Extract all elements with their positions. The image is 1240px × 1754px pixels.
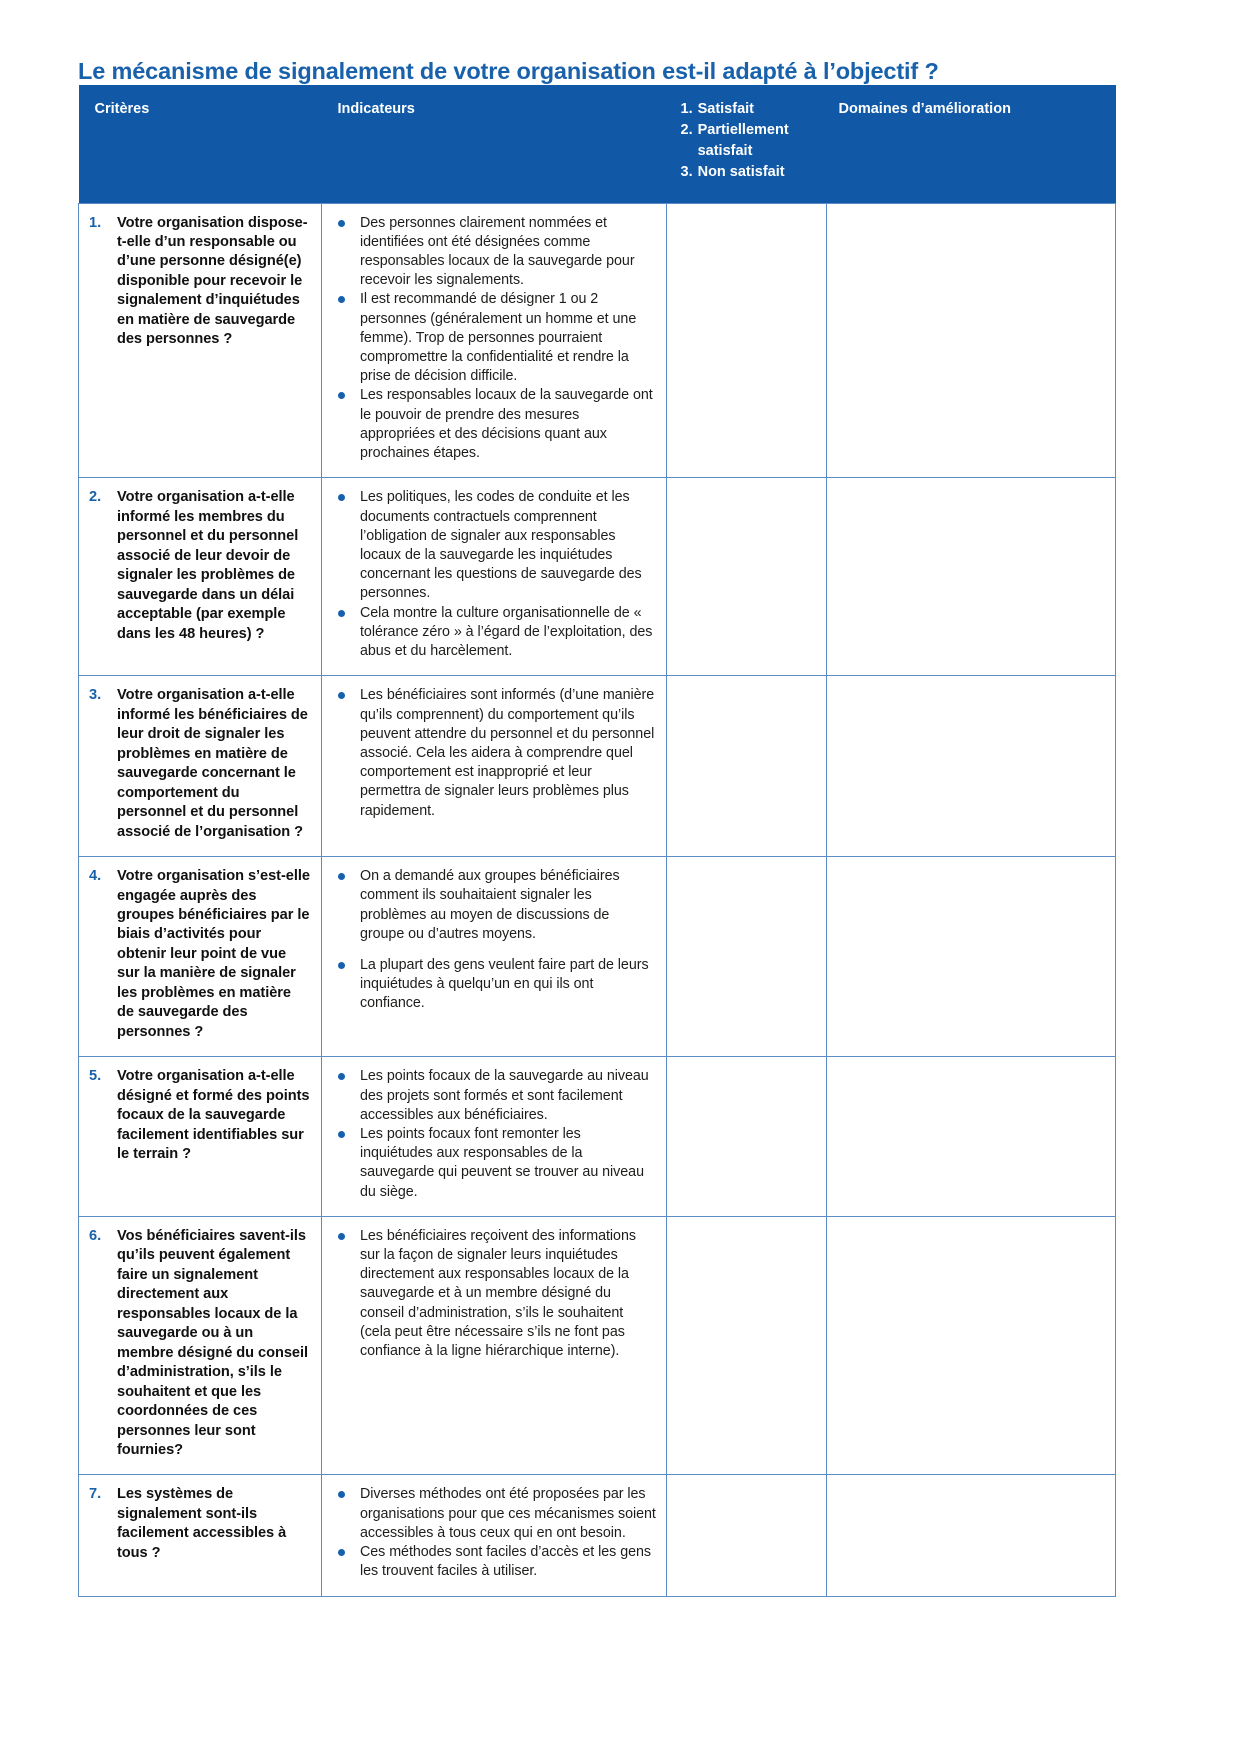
indicator-text: Diverses méthodes ont été proposées par les organisations pour que ces mécanismes soient accessibles à tous ceux qui en ont besoin.	[360, 1486, 656, 1541]
criteria-number: 2.	[89, 489, 102, 506]
criteria-text: Votre organisation a-t-elle informé les membres du personnel et du personnel associé de leur devoir de signaler les problèmes de sauvegarde dans un délai acceptable (par exemple dans les 48 heures) ?	[117, 489, 299, 642]
domains-cell[interactable]	[827, 676, 1116, 857]
table-row	[79, 1057, 1116, 1217]
bullet-icon	[338, 1491, 345, 1498]
indicator-text: La plupart des gens veulent faire part de leurs inquiétudes à quelqu’un en qui ils ont confiance.	[360, 956, 649, 1012]
indicator-list	[330, 488, 656, 661]
criteria-inner	[89, 1067, 311, 1164]
indicator-text: Les bénéficiaires sont informés (d’une manière qu’ils comprennent) du comportement qu’ils peuvent attendre du personnel et du personnel associé. Cela les aidera à comprendre quel comportement est inapproprié et leur permettra de signaler leurs problèmes plus rapidement.	[360, 687, 655, 819]
indicator-text: On a demandé aux groupes bénéficiaires comment ils souhaitaient signaler les problèmes au moyen de discussions de groupe ou d’autres moyens.	[360, 868, 620, 942]
table-body	[79, 203, 1116, 1596]
indicator-text: Cela montre la culture organisationnelle de « tolérance zéro » à l’égard de l’exploitation, des abus et du harcèlement.	[360, 604, 653, 660]
bullet-icon	[338, 1073, 345, 1080]
criteria-number: 3.	[89, 687, 102, 704]
rating-option-number: 2.	[680, 122, 693, 139]
indicator-text: Des personnes clairement nommées et identifiées ont été désignées comme responsables locaux de la sauvegarde pour recevoir les signalements.	[360, 214, 635, 289]
domains-cell[interactable]	[827, 478, 1116, 676]
domains-cell[interactable]	[827, 1057, 1116, 1217]
indicator-list	[330, 214, 656, 464]
domains-cell[interactable]	[827, 1216, 1116, 1475]
rating-option	[681, 162, 815, 183]
bullet-icon	[338, 220, 345, 227]
rating-option-label: Partiellement satisfait	[697, 122, 789, 160]
indicator-list	[330, 1067, 656, 1202]
indicator-item	[330, 488, 656, 603]
table-row	[79, 857, 1116, 1057]
column-header-indicators: Indicateurs	[322, 85, 667, 203]
criteria-cell	[79, 478, 322, 676]
rating-cell[interactable]	[667, 1216, 827, 1475]
criteria-cell	[79, 857, 322, 1057]
indicators-cell	[322, 1216, 667, 1475]
indicator-item	[330, 956, 656, 1014]
indicators-cell	[322, 1057, 667, 1217]
indicator-list	[330, 1485, 656, 1581]
bullet-icon	[338, 692, 345, 699]
indicators-cell	[322, 478, 667, 676]
criteria-cell	[79, 1475, 322, 1596]
rating-options-list	[681, 99, 815, 183]
domains-cell[interactable]	[827, 857, 1116, 1057]
indicator-item	[330, 1227, 656, 1362]
criteria-text: Votre organisation s’est-elle engagée auprès des groupes bénéficiaires par le biais d’activités pour obtenir leur point de vue sur la manière de signaler les problèmes en matière de sauvegarde des personnes ?	[117, 868, 310, 1040]
criteria-inner	[89, 686, 311, 842]
rating-cell[interactable]	[667, 1475, 827, 1596]
table-row	[79, 1216, 1116, 1475]
rating-option	[681, 120, 815, 162]
indicator-text: Ces méthodes sont faciles d’accès et les gens les trouvent faciles à utiliser.	[360, 1544, 651, 1580]
bullet-icon	[338, 494, 345, 501]
criteria-text: Vos bénéficiaires savent-ils qu’ils peuvent également faire un signalement directement aux responsables locaux de la sauvegarde ou à un membre désigné du conseil d’administration, s’ils le souhaitent et que les coordonnées de ces personnes leur sont fournies?	[117, 1227, 308, 1458]
indicator-text: Les responsables locaux de la sauvegarde ont le pouvoir de prendre des mesures appropriées et des décisions quant aux prochaines étapes.	[360, 387, 653, 462]
indicator-item	[330, 214, 656, 291]
criteria-text: Votre organisation a-t-elle informé les bénéficiaires de leur droit de signaler les problèmes en matière de sauvegarde concernant le comportement du personnel et du personnel associé de l’organisation ?	[117, 687, 308, 840]
bullet-icon	[338, 392, 345, 399]
rating-option-number: 3.	[680, 164, 693, 181]
criteria-number: 1.	[89, 214, 102, 231]
criteria-number: 4.	[89, 868, 102, 885]
bullet-icon	[338, 1549, 345, 1556]
table-row	[79, 1475, 1116, 1596]
bullet-icon	[338, 962, 345, 969]
reporting-mechanism-checklist-table	[78, 85, 1116, 1597]
rating-cell[interactable]	[667, 478, 827, 676]
indicator-text: Il est recommandé de désigner 1 ou 2 personnes (généralement un homme et une femme). Trop de personnes pourraient compromettre la confidentialité et rendre la prise de décision difficile.	[360, 291, 637, 385]
criteria-text: Les systèmes de signalement sont-ils facilement accessibles à tous ?	[117, 1486, 287, 1561]
column-header-rating	[667, 85, 827, 203]
table-row	[79, 478, 1116, 676]
criteria-inner	[89, 488, 311, 644]
bullet-icon	[338, 873, 345, 880]
criteria-cell	[79, 676, 322, 857]
indicators-cell	[322, 857, 667, 1057]
indicator-item	[330, 867, 656, 944]
criteria-text: Votre organisation a-t-elle désigné et formé des points focaux de la sauvegarde facilement identifiables sur le terrain ?	[117, 1068, 310, 1163]
criteria-cell	[79, 1216, 322, 1475]
criteria-number: 6.	[89, 1227, 102, 1244]
bullet-icon	[338, 1131, 345, 1138]
criteria-inner	[89, 867, 311, 1042]
indicator-item	[330, 386, 656, 463]
column-header-domains: Domaines d’amélioration	[827, 85, 1116, 203]
criteria-text: Votre organisation dispose-t-elle d’un responsable ou d’une personne désigné(e) disponible pour recevoir le signalement d’inquiétudes en matière de sauvegarde des personnes ?	[117, 214, 308, 348]
rating-option-number: 1.	[680, 101, 693, 117]
page-title: Le mécanisme de signalement de votre organisation est-il adapté à l’objectif ?	[78, 57, 939, 84]
rating-option	[681, 99, 815, 120]
indicator-text: Les bénéficiaires reçoivent des informations sur la façon de signaler leurs inquiétudes directement aux responsables locaux de la sauvegarde et à un membre désigné du conseil d’administration, s’ils le souhaitent (cela peut être nécessaire s’ils ne font pas confiance à la ligne hiérarchique interne).	[360, 1227, 636, 1360]
domains-cell[interactable]	[827, 203, 1116, 478]
table-header-row	[79, 85, 1116, 203]
criteria-cell	[79, 203, 322, 478]
criteria-inner	[89, 1227, 311, 1461]
table-row	[79, 676, 1116, 857]
table-header	[79, 85, 1116, 203]
indicator-item	[330, 1485, 656, 1543]
rating-cell[interactable]	[667, 857, 827, 1057]
domains-cell[interactable]	[827, 1475, 1116, 1596]
criteria-number: 7.	[89, 1486, 102, 1503]
bullet-icon	[338, 296, 345, 303]
criteria-cell	[79, 1057, 322, 1217]
rating-option-label: Satisfait	[697, 101, 755, 117]
criteria-inner	[89, 1485, 311, 1563]
bullet-icon	[338, 610, 345, 617]
indicator-text: Les politiques, les codes de conduite et les documents contractuels comprennent l’obligation de signaler aux responsables locaux de la sauvegarde les inquiétudes concernant les questions de sauvegarde des personnes.	[360, 489, 642, 602]
indicator-item	[330, 290, 656, 386]
indicator-list	[330, 867, 656, 1014]
column-header-criteria: Critères	[79, 85, 322, 203]
indicator-text: Les points focaux de la sauvegarde au niveau des projets sont formés et sont facilement accessibles aux bénéficiaires.	[360, 1068, 649, 1123]
criteria-inner	[89, 214, 311, 350]
indicator-item	[330, 1067, 656, 1125]
table-row	[79, 203, 1116, 478]
indicator-item	[330, 1543, 656, 1581]
indicator-list	[330, 1227, 656, 1362]
indicators-cell	[322, 203, 667, 478]
rating-cell[interactable]	[667, 203, 827, 478]
rating-cell[interactable]	[667, 1057, 827, 1217]
indicator-item	[330, 604, 656, 662]
bullet-icon	[338, 1233, 345, 1240]
indicators-cell	[322, 1475, 667, 1596]
indicator-text: Les points focaux font remonter les inquiétudes aux responsables de la sauvegarde qui peuvent se trouver au niveau du siège.	[360, 1125, 644, 1200]
rating-option-label: Non satisfait	[697, 164, 785, 181]
indicators-cell	[322, 676, 667, 857]
indicator-item	[330, 686, 656, 821]
indicator-item	[330, 1125, 656, 1202]
indicator-list	[330, 686, 656, 821]
criteria-number: 5.	[89, 1068, 102, 1085]
rating-cell[interactable]	[667, 676, 827, 857]
